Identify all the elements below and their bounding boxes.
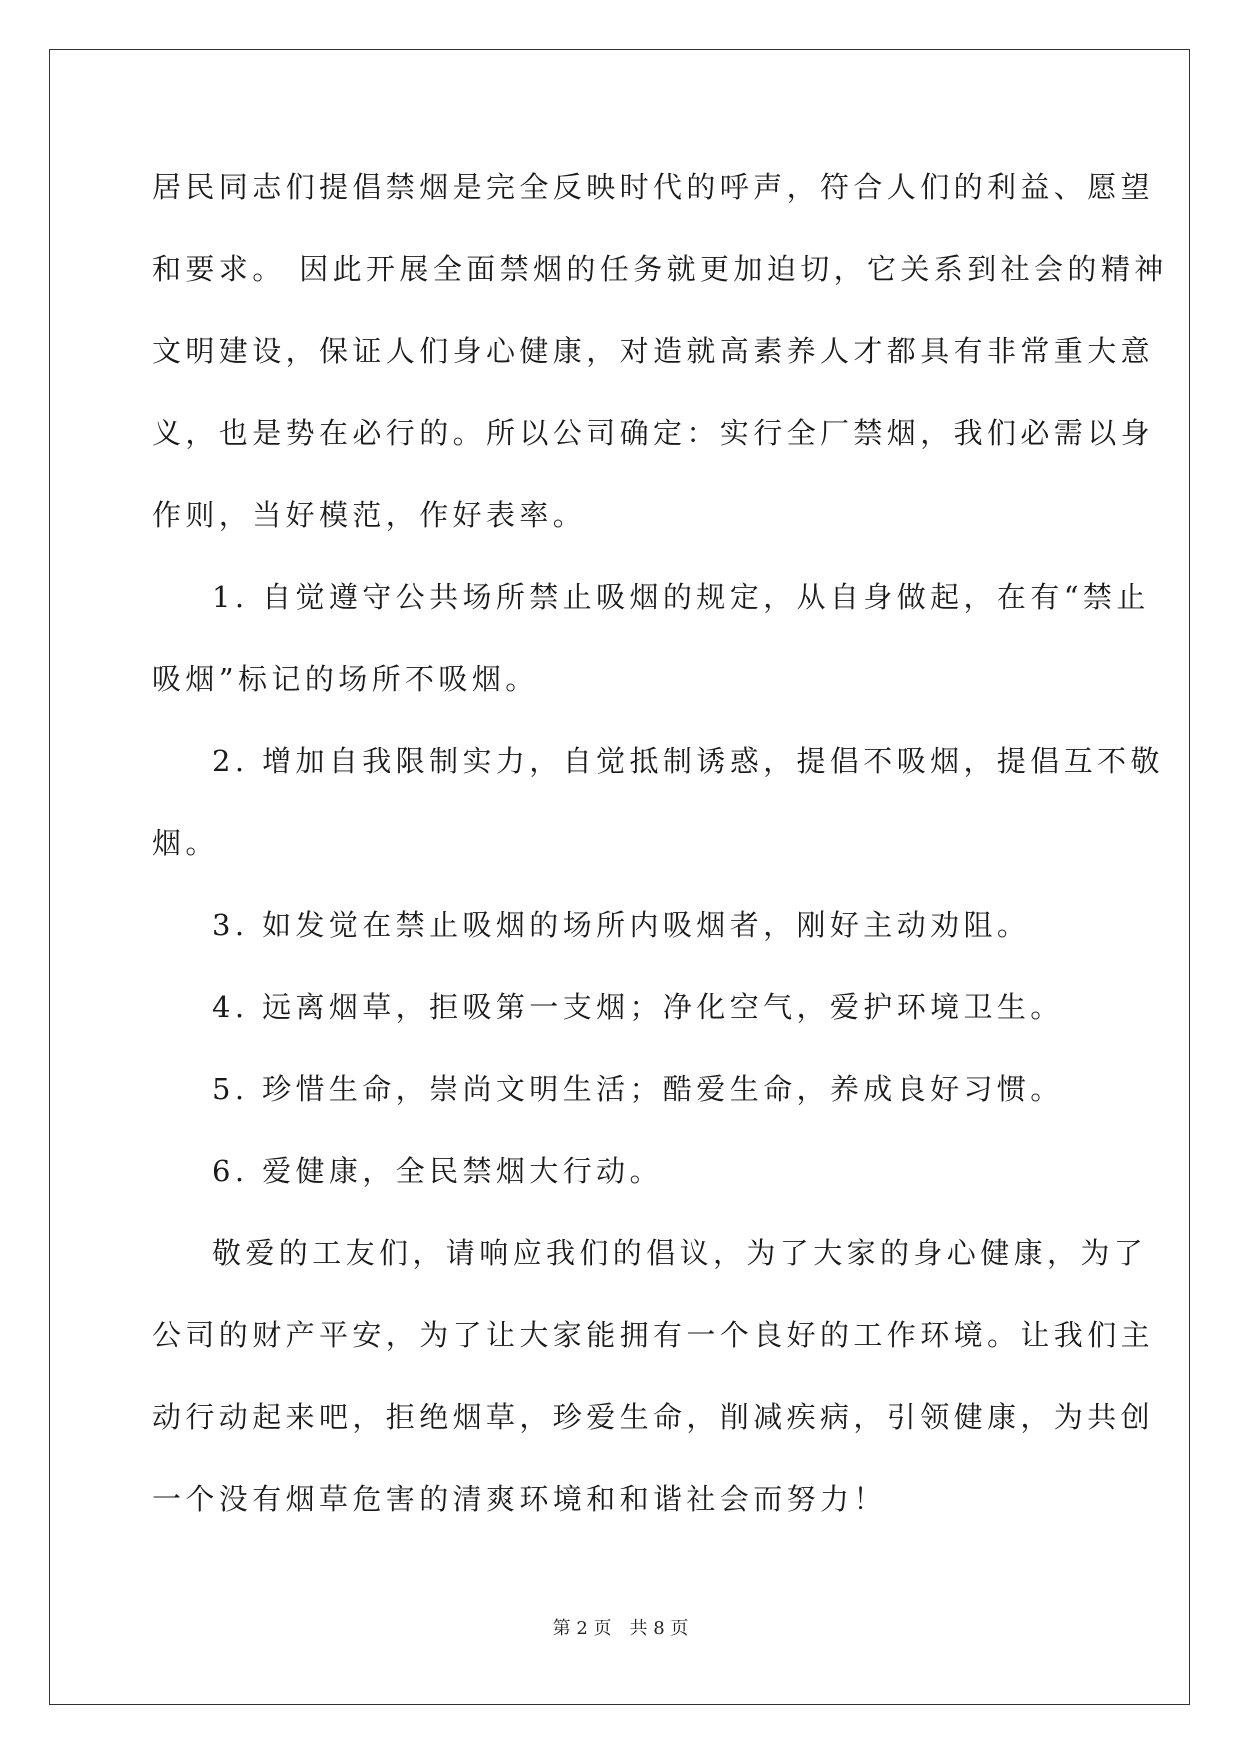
list-item-1: 1. 自觉遵守公共场所禁止吸烟的规定，从自身做起，在有“禁止	[212, 580, 1150, 614]
list-item-3: 3. 如发觉在禁止吸烟的场所内吸烟者，刚好主动劝阻。	[212, 908, 1031, 942]
text-line: 公司的财产平安，为了让大家能拥有一个良好的工作环境。让我们主	[152, 1318, 1155, 1352]
text-line: 和要求。 因此开展全面禁烟的任务就更加迫切，它关系到社会的精神	[152, 252, 1168, 286]
text-line: 一个没有烟草危害的清爽环境和和谐社会而努力！	[152, 1482, 887, 1516]
list-item-6: 6. 爱健康，全民禁烟大行动。	[212, 1154, 663, 1188]
page-number-footer: 第 2 页 共 8 页	[552, 1618, 689, 1639]
list-item-2: 2. 增加自我限制实力，自觉抵制诱惑，提倡不吸烟，提倡互不敬	[212, 744, 1164, 778]
list-item-1-continued: 吸烟”标记的场所不吸烟。	[152, 662, 539, 696]
list-item-2-continued: 烟。	[152, 826, 219, 860]
text-line: 动行动起来吧，拒绝烟草，珍爱生命，削减疾病，引领健康，为共创	[152, 1400, 1155, 1434]
closing-paragraph: 敬爱的工友们，请响应我们的倡议，为了大家的身心健康，为了	[212, 1236, 1148, 1270]
document-body	[152, 164, 1168, 1558]
text-line: 义，也是势在必行的。所以公司确定：实行全厂禁烟，我们必需以身	[152, 416, 1155, 450]
text-line: 文明建设，保证人们身心健康，对造就高素养人才都具有非常重大意	[152, 334, 1155, 368]
list-item-4: 4. 远离烟草，拒吸第一支烟；净化空气，爱护环境卫生。	[212, 990, 1064, 1024]
text-line: 居民同志们提倡禁烟是完全反映时代的呼声，符合人们的利益、愿望	[152, 170, 1155, 204]
list-item-5: 5. 珍惜生命，崇尚文明生活；酷爱生命，养成良好习惯。	[212, 1072, 1064, 1106]
text-line: 作则，当好模范，作好表率。	[152, 498, 587, 532]
